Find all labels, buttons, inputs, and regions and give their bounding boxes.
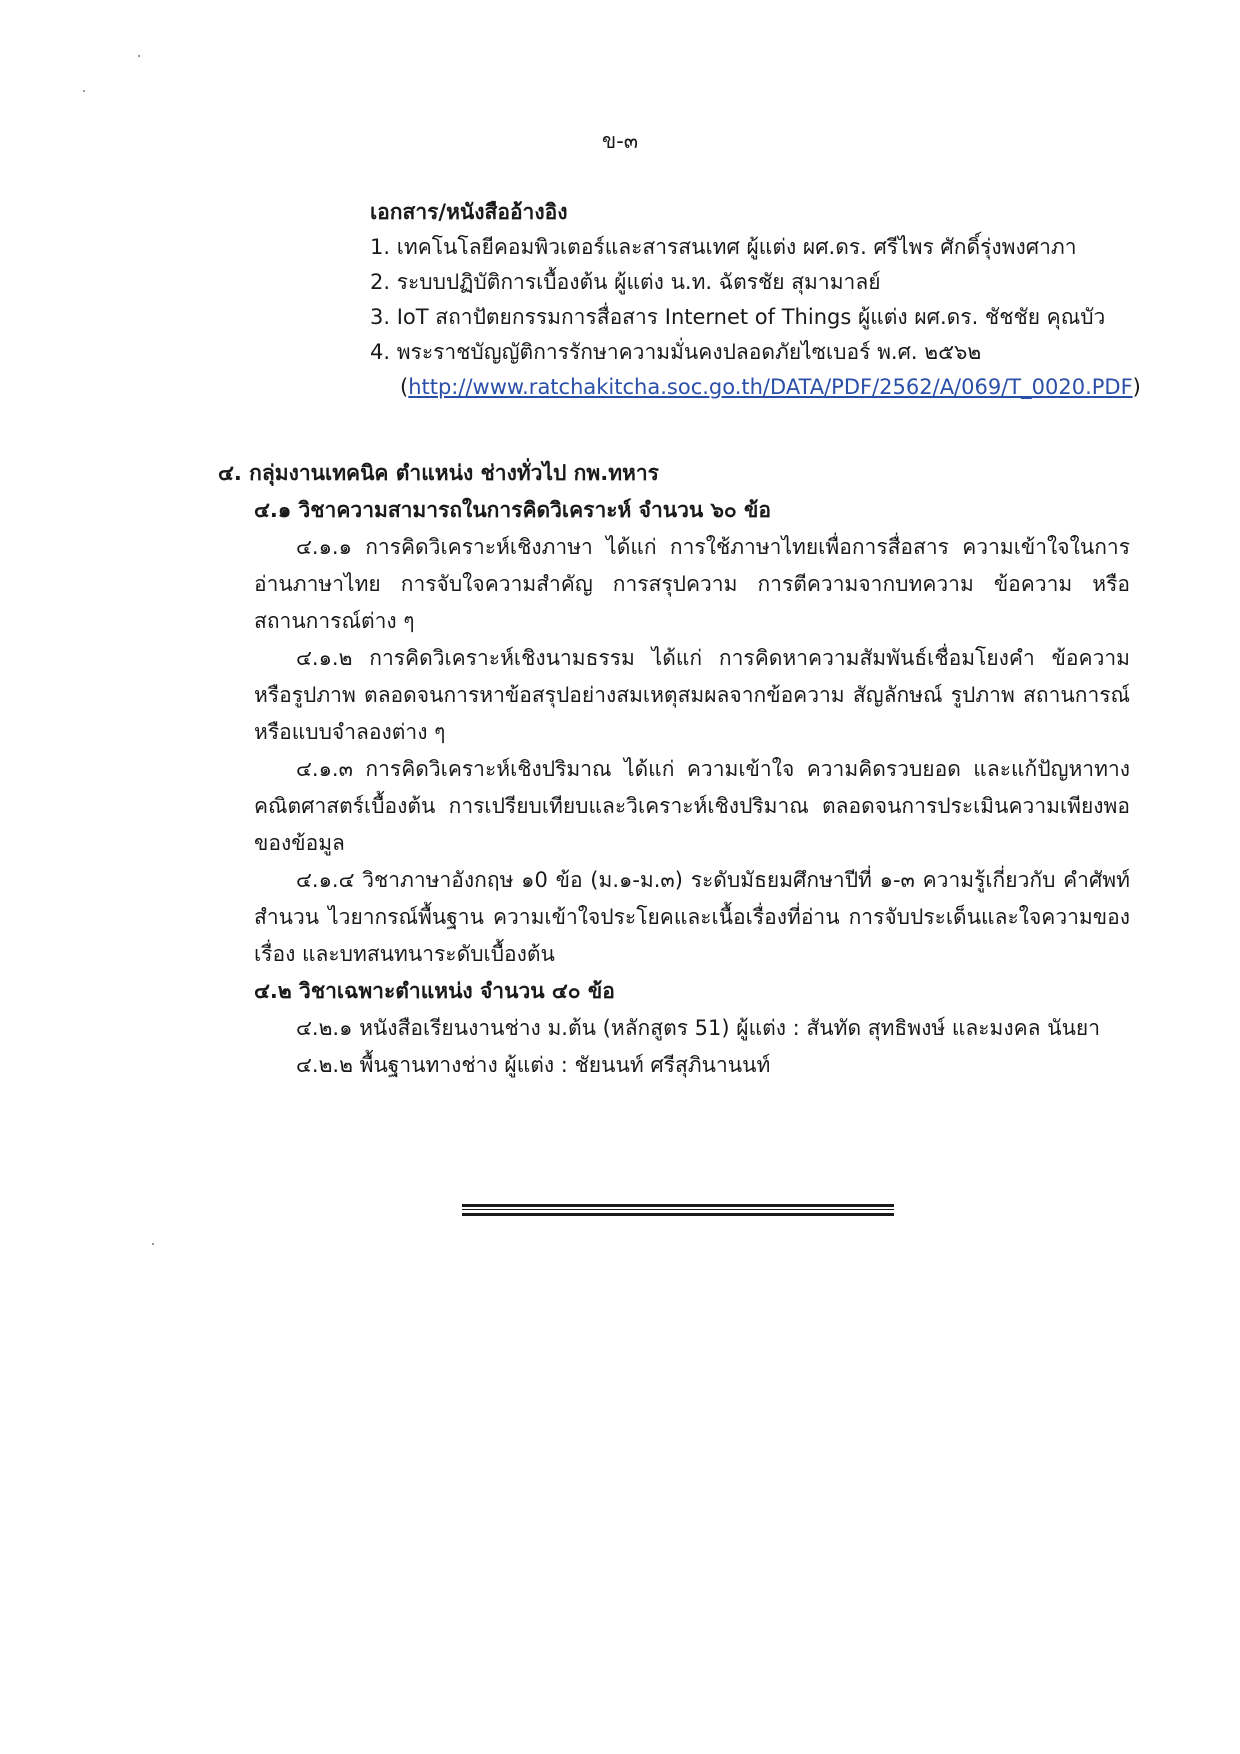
references-block xyxy=(370,195,1150,405)
scan-speck xyxy=(83,90,85,92)
scan-speck xyxy=(152,1243,154,1245)
reference-item: 4. พระราชบัญญัติการรักษาความมั่นคงปลอดภัยไซเบอร์ พ.ศ. ๒๕๖๒ xyxy=(370,340,982,364)
subsection-4-2-title: ๔.๒ วิชาเฉพาะตำแหน่ง จำนวน ๔๐ ข้อ xyxy=(254,979,615,1003)
subsection-4-2-item: ๔.๒.๒ พื้นฐานทางช่าง ผู้แต่ง : ชัยนนท์ ศรีสุภินานนท์ xyxy=(296,1053,771,1077)
scan-speck xyxy=(138,55,140,57)
page-number: ข-๓ xyxy=(601,129,639,153)
end-of-section-rule xyxy=(462,1204,894,1216)
reference-item: 2. ระบบปฏิบัติการเบื้องต้น ผู้แต่ง น.ท. ฉัตรชัย สุมามาลย์ xyxy=(370,270,881,294)
subsection-4-1-title: ๔.๑ วิชาความสามารถในการคิดวิเคราะห์ จำนวน ๖๐ ข้อ xyxy=(254,498,772,522)
paragraph-4-1-1: ๔.๑.๑ การคิดวิเคราะห์เชิงภาษา ได้แก่ การใช้ภาษาไทยเพื่อการสื่อสาร ความเข้าใจในการอ่านภาษาไทย การจับใจความสำคัญ การสรุปความ การตีความจากบทความ ข้อความ หรือสถานการณ์ต่าง ๆ xyxy=(254,535,1130,633)
section-4 xyxy=(218,455,1130,1084)
reference-item: 3. IoT สถาปัตยกรรมการสื่อสาร Internet of Things ผู้แต่ง ผศ.ดร. ชัชชัย คุณบัว xyxy=(370,305,1106,329)
section-4-title: ๔. กลุ่มงานเทคนิค ตำแหน่ง ช่างทั่วไป กพ.ทหาร xyxy=(218,461,659,485)
subsection-4-2-item: ๔.๒.๑ หนังสือเรียนงานช่าง ม.ต้น (หลักสูตร 51) ผู้แต่ง : สันทัด สุทธิพงษ์ และมงคล นันยา xyxy=(296,1016,1101,1040)
paragraph-4-1-4: ๔.๑.๔ วิชาภาษาอังกฤษ ๑0 ข้อ (ม.๑-ม.๓) ระดับมัธยมศึกษาปีที่ ๑-๓ ความรู้เกี่ยวกับ คำศัพท์ สำนวน ไวยากรณ์พื้นฐาน ความเข้าใจประโยคและเนื้อเรื่องที่อ่าน การจับประเด็นและใจความของเรื่อง และบทสนทนาระดับเบื้องต้น xyxy=(254,868,1130,966)
reference-url-link[interactable]: http://www.ratchakitcha.soc.go.th/DATA/PDF/2562/A/069/T_0020.PDF xyxy=(408,375,1133,399)
reference-url-line xyxy=(370,370,1150,405)
paragraph-4-1-3: ๔.๑.๓ การคิดวิเคราะห์เชิงปริมาณ ได้แก่ ความเข้าใจ ความคิดรวบยอด และแก้ปัญหาทางคณิตศาสตร์เบื้องต้น การเปรียบเทียบและวิเคราะห์เชิงปริมาณ ตลอดจนการประเมินความเพียงพอของข้อมูล xyxy=(254,757,1130,855)
reference-item: 1. เทคโนโลยีคอมพิวเตอร์และสารสนเทศ ผู้แต่ง ผศ.ดร. ศรีไพร ศักดิ์รุ่งพงศาภา xyxy=(370,235,1077,259)
url-open-paren: ( xyxy=(400,375,409,399)
url-close-paren: ) xyxy=(1132,375,1141,399)
paragraph-4-1-2: ๔.๑.๒ การคิดวิเคราะห์เชิงนามธรรม ได้แก่ การคิดหาความสัมพันธ์เชื่อมโยงคำ ข้อความ หรือรูปภาพ ตลอดจนการหาข้อสรุปอย่างสมเหตุสมผลจากข้อความ สัญลักษณ์ รูปภาพ สถานการณ์ หรือแบบจำลองต่าง ๆ xyxy=(254,646,1130,744)
references-heading: เอกสาร/หนังสืออ้างอิง xyxy=(370,200,568,224)
